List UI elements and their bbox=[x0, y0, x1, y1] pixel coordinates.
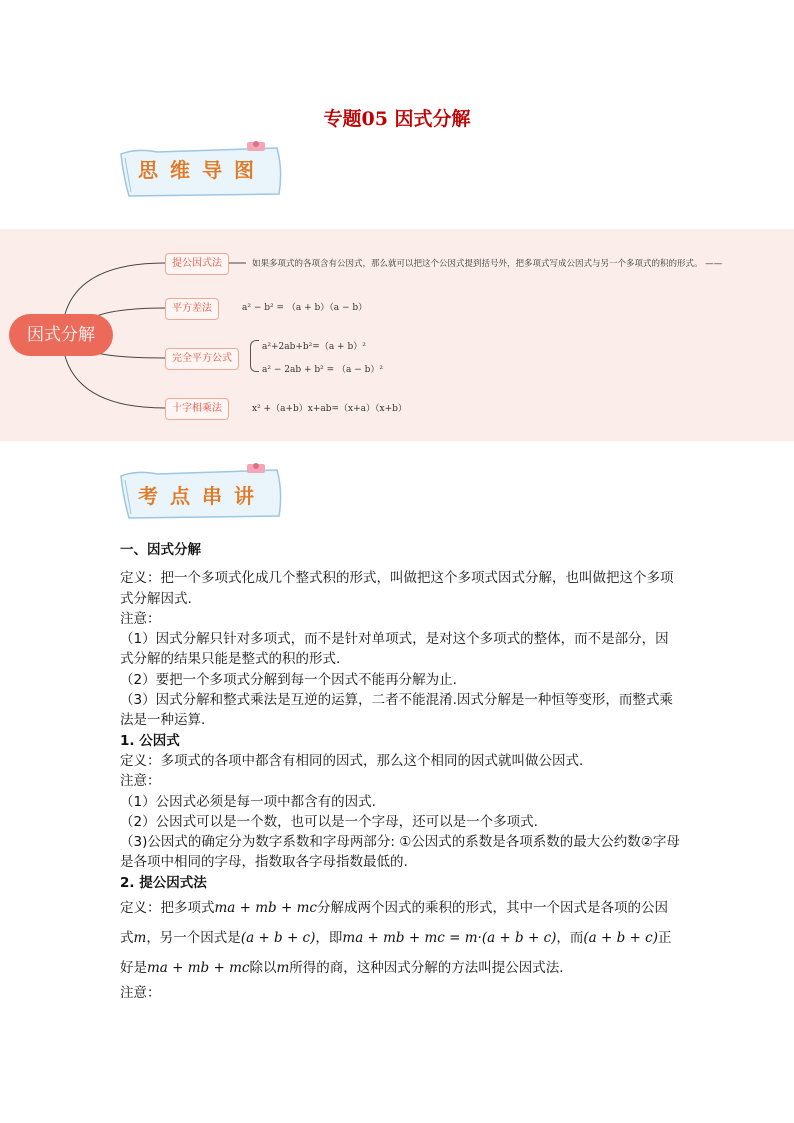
note-item: （2）要把一个多项式分解到每一个因式不能再分解为止. bbox=[120, 671, 457, 688]
note-label: 注意： bbox=[120, 610, 161, 627]
note-item: （1）公因式必须是每一项中都含有的因式. bbox=[120, 793, 376, 810]
text-run: 正好是 bbox=[120, 930, 672, 977]
text-run: ，而 bbox=[556, 930, 584, 947]
subsection-heading: 1. 公因式 bbox=[120, 732, 180, 749]
mindmap-banner bbox=[117, 140, 287, 200]
math-expression: ma + mb + mc bbox=[147, 960, 250, 977]
mindmap-banner-title: 思维导图 bbox=[138, 158, 266, 182]
math-expression: ma + mb + mc = m·(a + b + c) bbox=[342, 930, 557, 947]
math-expression: (a + b + c) bbox=[240, 930, 316, 947]
branch-difference-of-squares: 平方差法 bbox=[165, 298, 219, 320]
subsection-heading: 2. 提公因式法 bbox=[120, 874, 207, 891]
math-expression: m bbox=[133, 930, 147, 947]
text-run: 所得的商，这种因式分解的方法叫提公因式法. bbox=[289, 960, 564, 977]
keypoints-banner-title: 考点串讲 bbox=[138, 484, 266, 508]
text-run: ，另一个因式是 bbox=[146, 930, 241, 947]
branch-difference-of-squares-formula: a² − b² = （a + b）（a − b） bbox=[242, 303, 368, 313]
main-content bbox=[120, 540, 680, 1003]
definition-paragraph: 定义：把一个多项式化成几个整式积的形式，叫做把这个多项式因式分解，也叫做把这个多项式分解因式. bbox=[120, 570, 674, 607]
branch-perfect-square: 完全平方公式 bbox=[165, 348, 239, 370]
text-run: 定义：把多项式 bbox=[120, 900, 215, 917]
note-item: （2）公因式可以是一个数，也可以是一个字母，还可以是一个多项式. bbox=[120, 813, 538, 830]
branch-perfect-square-formula-2: a² − 2ab + b² = （a − b）² bbox=[262, 365, 383, 375]
math-expression: m bbox=[276, 960, 290, 977]
text-run: 除以 bbox=[249, 960, 277, 977]
definition-paragraph: 定义：多项式的各项中都含有相同的因式，那么这个相同的因式就叫做公因式. bbox=[120, 752, 584, 769]
note-label: 注意： bbox=[120, 773, 161, 790]
math-expression: (a + b + c) bbox=[583, 930, 658, 947]
mindmap-panel bbox=[0, 229, 794, 441]
definition-paragraph bbox=[120, 893, 680, 983]
note-item: （3）因式分解和整式乘法是互逆的运算，二者不能混淆.因式分解是一种恒等变形，而整式乘法是一种运算. bbox=[120, 692, 673, 729]
text-run: 分解成两个因式的乘积的形式，其中一个因式是各项的公因式 bbox=[120, 900, 668, 947]
branch-extract-common-factor: 提公因式法 bbox=[165, 253, 229, 275]
branch-cross-multiplication-formula: x² +（a+b）x+ab=（x+a）（x+b） bbox=[252, 404, 407, 414]
text-run: ，即 bbox=[315, 930, 343, 947]
note-item: （3)公因式的确定分为数字系数和字母两部分: ①公因式的系数是各项系数的最大公约数②字母是各项中相同的字母，指数取各字母指数最低的. bbox=[120, 834, 680, 871]
page-title: 专题05 因式分解 bbox=[323, 108, 471, 130]
formula-brace bbox=[250, 340, 259, 372]
branch-cross-multiplication: 十字相乘法 bbox=[165, 398, 229, 420]
note-label: 注意： bbox=[120, 985, 161, 1002]
branch-extract-common-factor-text: 如果多项式的各项含有公因式，那么就可以把这个公因式提到括号外，把多项式写成公因式与另一个多项式的积的形式。 —— bbox=[252, 259, 723, 269]
section-heading: 一、因式分解 bbox=[120, 542, 201, 558]
mindmap-root-node: 因式分解 bbox=[9, 314, 113, 356]
branch-perfect-square-formula-1: a²+2ab+b²=（a + b）² bbox=[262, 342, 366, 352]
math-expression: ma + mb + mc bbox=[214, 900, 317, 917]
note-item: （1）因式分解只针对多项式，而不是针对单项式，是对这个多项式的整体，而不是部分，因式分解的结果只能是整式的积的形式. bbox=[120, 631, 669, 668]
keypoints-banner bbox=[117, 462, 287, 522]
